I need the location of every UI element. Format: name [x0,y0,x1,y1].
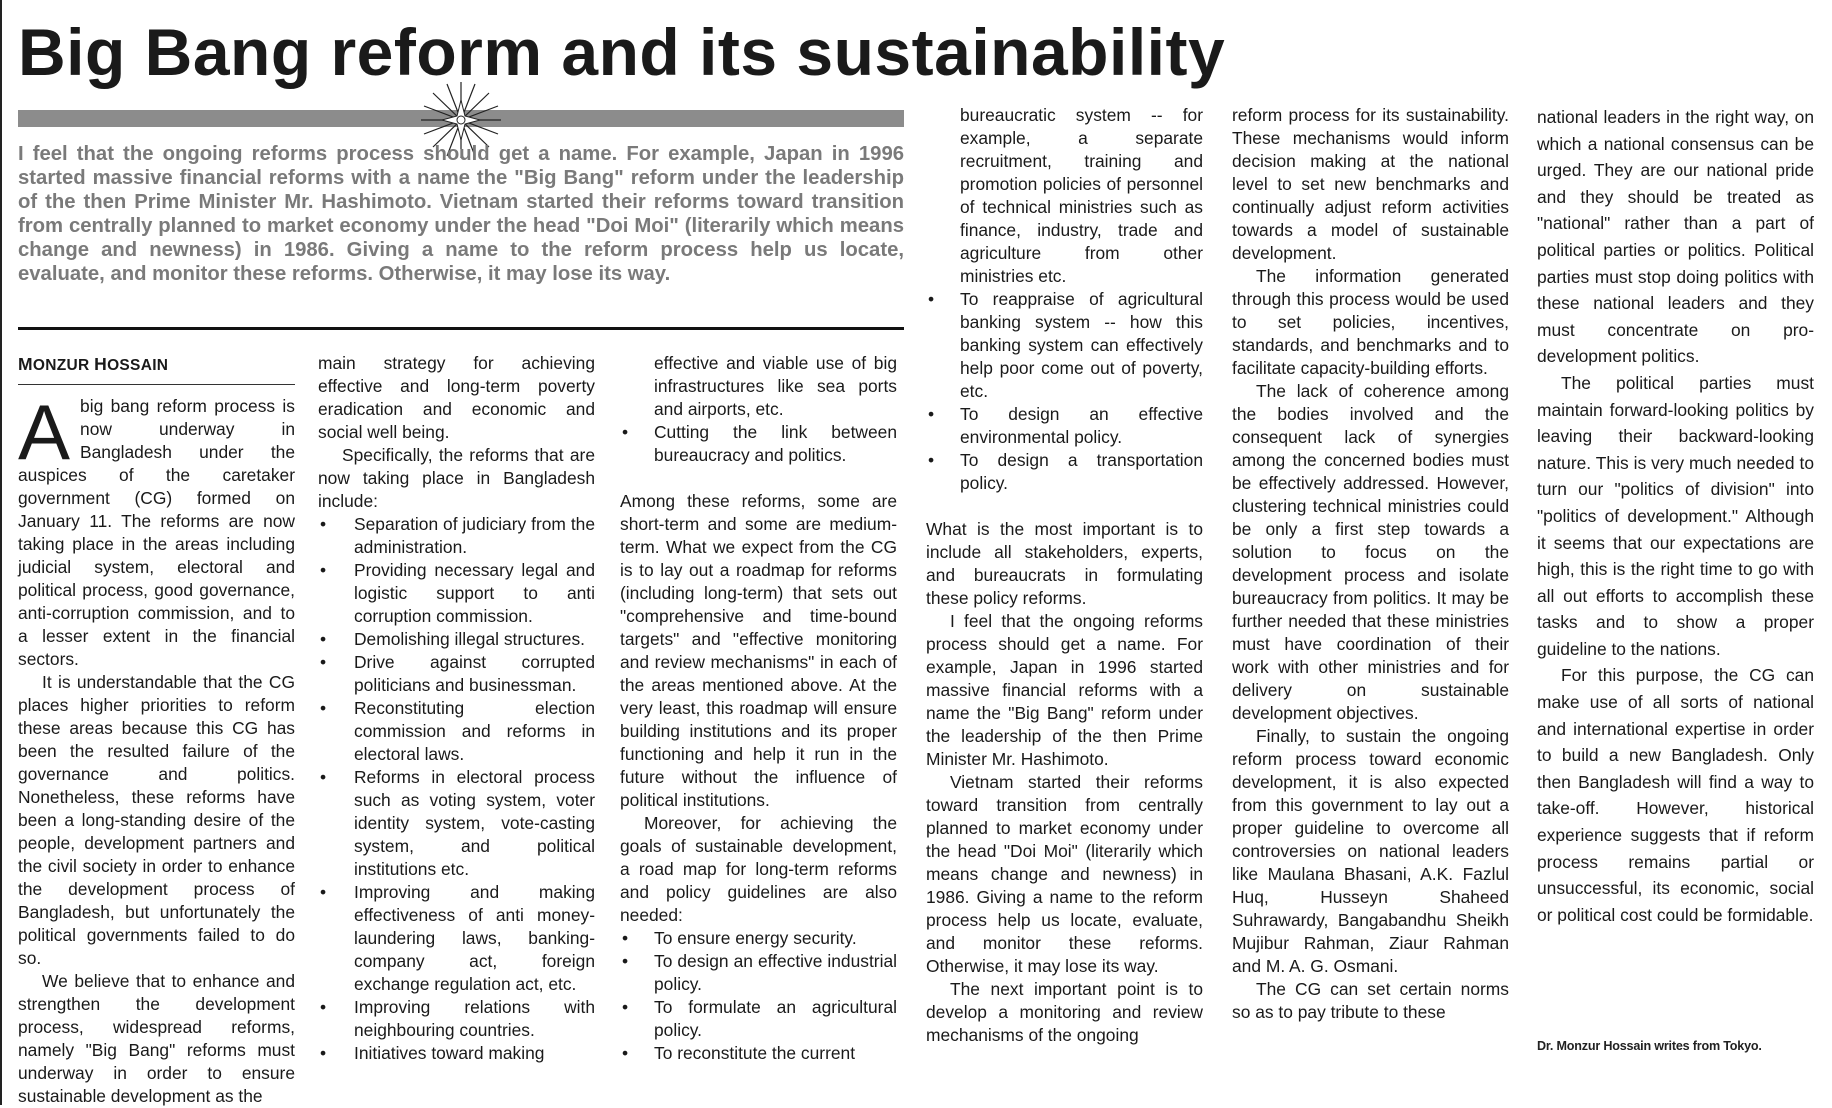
paragraph: Among these reforms, some are short-term and some are medium-term. What we expect from the CG is to lay out a roadmap for reforms (including long-term) that sets out "comprehensive and time-bound targets" and "effective monitoring and review mechanisms" in each of the areas mentioned above. At the very least, this roadmap will ensure building institutions and its proper functioning and help it run in the future without the influence of political institutions. [620,491,897,810]
list-item: • To reconstitute the current [620,1042,897,1065]
article-column-1 [18,352,295,1108]
list-item: • Reforms in electoral process such as voting system, voter identity system, vote-casting system, and political institutions etc. [318,766,595,881]
list-item: • Demolishing illegal structures. [318,628,595,651]
paragraph: The political parties must maintain forward-looking politics by leaving their backward-looking nature. This is very much needed to turn our "politics of division" into "politics of development." Although it seems that our expectations are high, this is the right time to go with all out efforts to accomplish these tasks and to show a proper guideline to the nations. [1537,372,1814,659]
paragraph-text: big bang reform process is now underway in Bangladesh under the auspices of the caretaker government (CG) formed on January 11. The reforms are now taking place in the areas including judicial system, electoral and political process, good governance, anti-corruption commission, and to a lesser extent in the financial sectors. [18,396,295,669]
paragraph: For this purpose, the CG can make use of all sorts of national and international expertise in order to build a new Bangladesh. Only then Bangladesh will find a way to take-off. However, historical experience suggests that if reform process remains partial or unsuccessful, its economic, social or political cost could be formidable. [1537,665,1814,925]
paragraph: We believe that to enhance and strengthen the development process, widespread reforms, namely "Big Bang" reforms must underway in order to ensure sustainable development as the [18,971,295,1106]
spacer [620,467,897,490]
article-column-2 [318,352,595,1065]
list-item: • To formulate an agricultural policy. [620,996,897,1042]
paragraph: What is the most important is to include all stakeholders, experts, and bureaucrats in formulating these policy reforms. [926,519,1203,608]
bullet-list [926,288,1203,495]
list-item: • Improving and making effectiveness of anti money-laundering laws, banking-company act, foreign exchange regulation act, etc. [318,881,595,996]
paragraph: The information generated through this process would be used to set policies, incentives, standards, and benchmarks and to facilitate capacity-building efforts. [1232,266,1509,378]
byline [18,352,295,385]
lede-paragraph: I feel that the ongoing reforms process should get a name. For example, Japan in 1996 started massive financial reforms with a name the "Big Bang" reform under the leadership of the then Prime Minister Mr. Hashimoto. Vietnam started their reforms toward transition from centrally planned to market economy under the head "Doi Moi" (literarily which means change and newness) in 1986. Giving a name to the reform process help us locate, evaluate, and monitor these reforms. Otherwise, it may lose its way. [18,143,904,285]
paragraph: Vietnam started their reforms toward transition from centrally planned to market economy under the head "Doi Moi" (literarily which means change and newness) in 1986. Giving a name to the reform process help us locate, evaluate, and monitor these reforms. Otherwise, it may lose its way. [926,772,1203,976]
spacer [926,495,1203,518]
byline-initial-last: H [94,354,108,374]
list-item: • Initiatives toward making [318,1042,595,1065]
article-column-5 [1232,104,1509,1024]
list-item: • To design an effective environmental policy. [926,403,1203,449]
paragraph: It is understandable that the CG places higher priorities to reform these areas because this CG has been the resulted failure of the governance and politics. Nonetheless, these reforms have been a long-standing desire of the people, development partners and the civil society in order to enhance the development process of Bangladesh, but unfortunately the political governments failed to do so. [18,672,295,968]
bullet-list [620,421,897,467]
headline: Big Bang reform and its sustainability [18,15,1226,89]
byline-rest-last: OSSAIN [107,357,169,374]
paragraph [18,388,295,671]
paragraph: effective and viable use of big infrastructures like sea ports and airports, etc. [654,353,897,419]
list-item: • Drive against corrupted politicians and businessman. [318,651,595,697]
paragraph: national leaders in the right way, on which a national consensus can be urged. They are our national pride and they should be treated as "national" rather than a part of political parties or politics. Political parties must stop doing politics with these national leaders and they must concentrate on pro-development politics. [1537,107,1814,367]
paragraph: bureaucratic system -- for example, a separate recruitment, training and promotion policies of personnel of technical ministries such as finance, industry, trade and agriculture from other ministries etc. [960,105,1203,286]
author-footnote: Dr. Monzur Hossain writes from Tokyo. [1537,1039,1762,1053]
lede-divider-rule [18,327,904,330]
paragraph: Moreover, for achieving the goals of sustainable development, a road map for long-term reforms and policy guidelines are also needed: [620,813,897,925]
article-column-3 [620,352,897,1065]
paragraph: The CG can set certain norms so as to pay tribute to these [1232,979,1509,1022]
paragraph: main strategy for achieving effective and long-term poverty eradication and economic and social well being. [318,353,595,442]
list-item: • Reconstituting election commission and reforms in electoral laws. [318,697,595,766]
article-column-4 [926,104,1203,1047]
list-item: • Separation of judiciary from the administration. [318,513,595,559]
page-left-border [0,0,2,1105]
paragraph: The lack of coherence among the bodies involved and the consequent lack of synergies among the concerned bodies must be effectively addressed. However, clustering technical ministries could be only a first step towards a solution to focus on the development process and isolate bureaucracy from politics. It may be further needed that these ministries must have coordination of their work with other ministries and for delivery on sustainable development objectives. [1232,381,1509,723]
list-item: • Improving relations with neighbouring countries. [318,996,595,1042]
list-item: • Cutting the link between bureaucracy and politics. [620,421,897,467]
bullet-list [620,927,897,1065]
byline-rest-first: ONZUR [32,357,90,374]
paragraph: Specifically, the reforms that are now taking place in Bangladesh include: [318,445,595,511]
list-item: • Providing necessary legal and logistic support to anti corruption commission. [318,559,595,628]
drop-cap: A [18,388,71,476]
list-item: • To ensure energy security. [620,927,897,950]
list-item: • To design an effective industrial policy. [620,950,897,996]
list-item: • To reappraise of agricultural banking system -- how this banking system can effectively help poor come out of poverty, etc. [926,288,1203,403]
paragraph: I feel that the ongoing reforms process should get a name. For example, Japan in 1996 started massive financial reforms with a name the "Big Bang" reform under the leadership of the then Prime Minister Mr. Hashimoto. [926,611,1203,769]
paragraph: The next important point is to develop a monitoring and review mechanisms of the ongoing [926,979,1203,1045]
bullet-list [318,513,595,1065]
paragraph: Finally, to sustain the ongoing reform process toward economic development, it is also expected from this government to lay out a proper guideline to overcome all controversies on national leaders like Maulana Bhasani, A.K. Fazlul Huq, Husseyn Shaheed Suhrawardy, Bangabandhu Sheikh Mujibur Rahman, Ziaur Rahman and M. A. G. Osmani. [1232,726,1509,976]
paragraph: reform process for its sustainability. These mechanisms would inform decision making at the national level to set new benchmarks and continually adjust reform activities towards a model of sustainable development. [1232,105,1509,263]
list-item: • To design a transportation policy. [926,449,1203,495]
byline-initial-first: M [18,354,33,374]
article-column-6 [1537,104,1814,928]
